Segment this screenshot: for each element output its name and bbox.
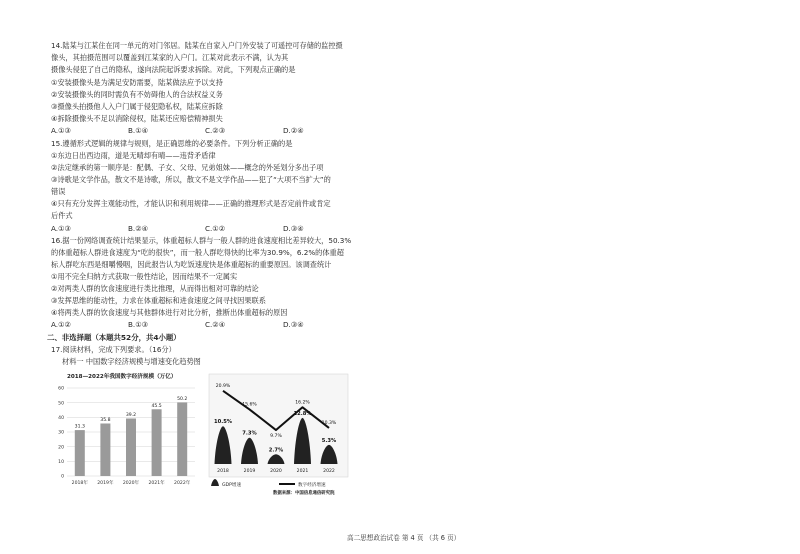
bar-value-label: 39.2: [125, 413, 137, 419]
q16-line: 16.据一份网络调查统计结果显示，体重超标人群与一般人群的进食速度相比差异较大，50.3%: [51, 236, 352, 245]
bar-category-label: 2021年: [148, 481, 165, 486]
bar: [177, 402, 187, 476]
q16-line: 标人群吃东西是细嚼慢咽，因此报告认为吃饭速度快是体重超标的重要原因。该调查统计: [51, 260, 332, 269]
bar-ytick-label: 20: [58, 445, 64, 451]
legend-gdp-label: GDP增速: [222, 483, 242, 488]
line-chart-growth-rate: [205, 368, 355, 498]
bar-value-label: 50.2: [177, 396, 188, 402]
bar-value-label: 31.3: [74, 424, 85, 430]
q17-material-title: 材料一 中国数字经济规模与增速变化趋势图: [62, 357, 201, 366]
gdp-value-label: 2.7%: [268, 447, 284, 454]
q14-statement: ①安装摄像头是为满足安防需要，陆某做法应予以支持: [51, 78, 223, 87]
digital-value-label: 10.3%: [321, 420, 337, 426]
q15-option-b: B.②④: [128, 224, 149, 233]
section-heading: 二、非选择题（本题共52分，共4小题）: [47, 333, 181, 342]
q15-option-d: D.③④: [283, 224, 304, 233]
digital-value-label: 9.7%: [270, 434, 282, 440]
page-footer: 高二思想政治试卷 第 4 页 （共 6 页）: [347, 534, 461, 542]
gdp-value-label: 7.3%: [242, 430, 257, 437]
gdp-value-label: 10.5%: [214, 419, 232, 426]
q14-option-a: A.①③: [51, 126, 71, 135]
bar-ytick-label: 40: [58, 415, 64, 421]
q16-statement: ①用不完全归纳方式获取一般性结论，因而结果不一定属实: [51, 272, 238, 281]
bar: [75, 430, 85, 476]
line-category-label: 2018: [217, 469, 229, 474]
line-category-label: 2022: [323, 469, 335, 474]
legend-gdp-swatch: [211, 479, 219, 486]
q14-statement: ③摄像头拍摄他人入户门属于侵犯隐私权，陆某应拆除: [51, 102, 223, 111]
q14-option-d: D.②④: [283, 126, 304, 135]
digital-value-label: 16.2%: [295, 400, 310, 406]
q15-statement: ③诗歌是文学作品，散文不是诗歌，所以，散文不是文学作品——犯了“大项不当扩大”的: [51, 175, 331, 184]
q16-option-b: B.①③: [128, 320, 149, 329]
q16-option-a: A.①②: [51, 320, 71, 329]
bar-chart-title: 2018—2022年我国数字经济规模（万亿）: [67, 374, 177, 380]
q16-option-c: C.②④: [205, 320, 226, 329]
bar-chart-digital-economy-scale: [45, 368, 205, 491]
q14-line: 14.陆某与江某住在同一单元的对门邻居。陆某在自家入户门外安装了可遥控可存储的监控摄: [51, 41, 343, 50]
bar: [126, 419, 136, 476]
bar-category-label: 2019年: [97, 481, 114, 486]
q16-line: 的体重超标人群进食速度为“吃的很快”，而一般人群吃得快的比率为30.9%，6.2%的体重超: [51, 248, 344, 257]
bar-value-label: 45.5: [151, 403, 162, 409]
bar-ytick-label: 10: [58, 459, 64, 465]
q16-statement: ③发挥思维的能动性，力求在体重超标和进食速度之间寻找因果联系: [51, 296, 266, 305]
bar: [152, 409, 162, 476]
q16-statement: ②对两类人群的饮食速度进行类比推理，从而得出相对可靠的结论: [51, 284, 259, 293]
bar-ytick-label: 50: [58, 401, 64, 407]
q16-option-d: D.③④: [283, 320, 304, 329]
digital-value-label: 15.6%: [242, 402, 257, 408]
q14-statement: ②安装摄像头的同时需负有不妨碍他人的合法权益义务: [51, 90, 223, 99]
bar-value-label: 35.8: [100, 417, 111, 423]
q15-statement: 后件式: [51, 211, 73, 220]
q15-statement: ②法定继承的第一顺序是：配偶、子女、父母、兄弟姐妹——概念的外延划分多出子项: [51, 163, 324, 172]
line-category-label: 2020: [270, 469, 282, 474]
q15-option-a: A.①③: [51, 224, 71, 233]
q14-line: 像头，其拍摄范围可以覆盖到江某家的入户门。江某对此表示不满，认为其: [51, 53, 289, 62]
bar-ytick-label: 30: [58, 430, 64, 436]
gdp-value-label: 5.3%: [321, 437, 337, 444]
q14-option-b: B.①④: [128, 126, 149, 135]
bar: [100, 423, 110, 476]
line-category-label: 2019: [243, 469, 256, 474]
bar-ytick-label: 0: [61, 474, 64, 480]
bar-ytick-label: 60: [58, 386, 64, 392]
q17-intro: 17.阅读材料，完成下列要求。（16分）: [51, 345, 176, 354]
bar-category-label: 2022年: [174, 481, 191, 486]
gdp-value-label: 12.8%: [293, 410, 312, 417]
q15-statement: 错误: [51, 187, 66, 196]
bar-category-label: 2018年: [71, 481, 88, 486]
q15-statement: ①东边日出西边雨，道是无晴却有晴——违背矛盾律: [51, 151, 216, 160]
bar-category-label: 2020年: [122, 481, 140, 486]
q14-statement: ④拆除摄像头不足以消除侵权，陆某还应赔偿精神损失: [51, 114, 223, 123]
q15-option-c: C.①②: [205, 224, 226, 233]
q15-line: 15.遵循形式逻辑的规律与规则，是正确思维的必要条件。下列分析正确的是: [51, 139, 293, 148]
q15-statement: ④只有充分发挥主观能动性，才能认识和利用规律——正确的推理形式是否定前件或肯定: [51, 199, 331, 208]
legend-digital-label: 数字经济增速: [298, 483, 326, 488]
q14-option-c: C.②③: [205, 126, 226, 135]
line-category-label: 2021: [296, 469, 309, 474]
chart-source-note: 数据来源：中国信息通信研究院: [273, 491, 335, 496]
q14-line: 摄像头侵犯了自己的隐私，遂向法院起诉要求拆除。对此，下列观点正确的是: [51, 65, 296, 74]
digital-value-label: 20.9%: [215, 383, 231, 389]
q16-statement: ④将两类人群的饮食速度与其他群体进行对比分析，推断出体重超标的原因: [51, 308, 288, 317]
